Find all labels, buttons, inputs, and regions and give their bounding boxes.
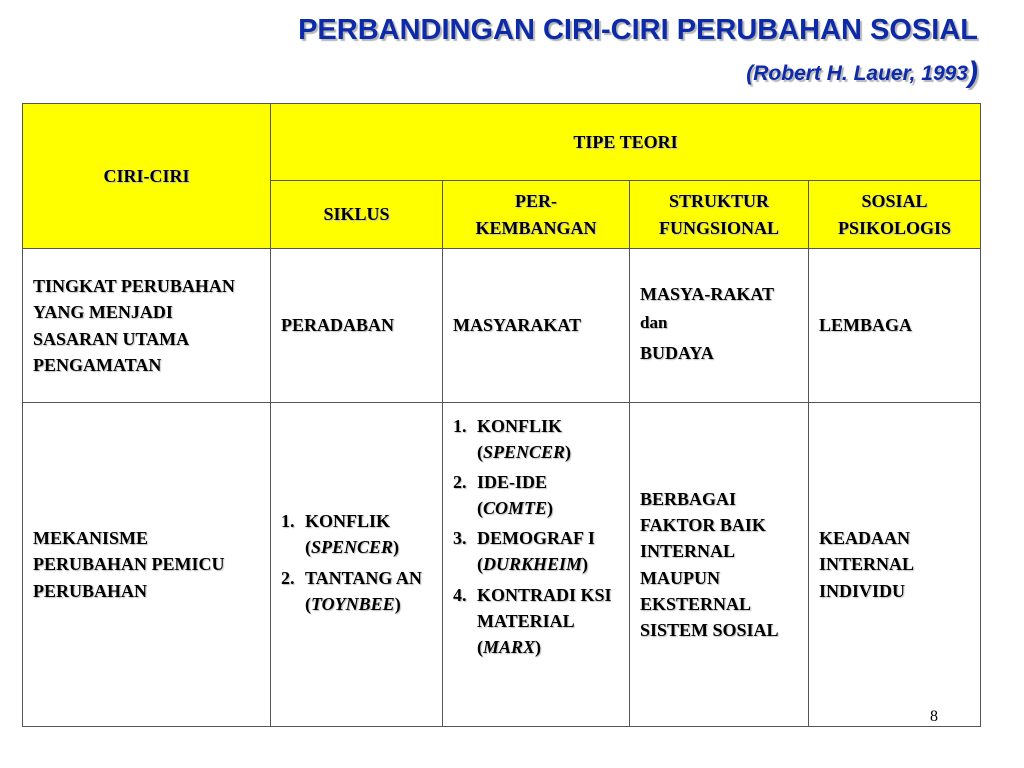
row2-struktur: BERBAGAI FAKTOR BAIK INTERNAL MAUPUN EKSTERNAL SISTEM SOSIAL	[630, 403, 809, 727]
list-item: 3. DEMOGRAF I (DURKHEIM)	[453, 528, 595, 575]
row1-siklus: PERADABAN	[271, 249, 443, 403]
list-item: 1. KONFLIK (SPENCER)	[453, 416, 572, 463]
list-item: 1. KONFLIK (SPENCER)	[281, 511, 400, 558]
row2-siklus	[271, 403, 443, 727]
header-perkembangan: PER- KEMBANGAN	[443, 181, 630, 249]
table-row	[23, 249, 981, 403]
row1-sosial: LEMBAGA	[809, 249, 981, 403]
header-struktur-fungsional: STRUKTUR FUNGSIONAL	[630, 181, 809, 249]
row2-ciri: MEKANISME PERUBAHAN PEMICU PERUBAHAN	[23, 403, 271, 727]
row1-struktur-line: MASYA-RAKAT	[640, 284, 775, 305]
row1-struktur-line: BUDAYA	[640, 342, 714, 363]
header-tipe-teori: TIPE TEORI	[271, 104, 981, 181]
row2-sosial: KEADAAN INTERNAL INDIVIDU	[809, 403, 981, 727]
list-item: 2. IDE-IDE (COMTE)	[453, 472, 554, 519]
subtitle-close-paren: )	[968, 56, 978, 89]
list-item: 2. TANTANG AN (TOYNBEE)	[281, 567, 422, 614]
page-title: PERBANDINGAN CIRI-CIRI PERUBAHAN SOSIAL	[298, 14, 978, 46]
page-subtitle	[746, 56, 978, 90]
row1-perkembangan: MASYARAKAT	[443, 249, 630, 403]
page-number: 8	[930, 708, 938, 725]
header-siklus: SIKLUS	[271, 181, 443, 249]
row1-ciri: TINGKAT PERUBAHAN YANG MENJADI SASARAN UTAMA PENGAMATAN	[23, 249, 271, 403]
siklus-list	[281, 508, 432, 616]
row2-perkembangan	[443, 403, 630, 727]
header-sosial-psikologis: SOSIAL PSIKOLOGIS	[809, 181, 981, 249]
row1-struktur	[630, 249, 809, 403]
list-item: 4. KONTRADI KSI MATERIAL (MARX)	[453, 584, 612, 657]
perkembangan-list	[453, 413, 619, 660]
header-ciri-ciri: CIRI-CIRI	[23, 104, 271, 249]
row1-struktur-line: dan	[640, 313, 668, 333]
comparison-table	[22, 103, 981, 727]
table-row	[23, 403, 981, 727]
subtitle-text: (Robert H. Lauer, 1993	[746, 62, 968, 85]
